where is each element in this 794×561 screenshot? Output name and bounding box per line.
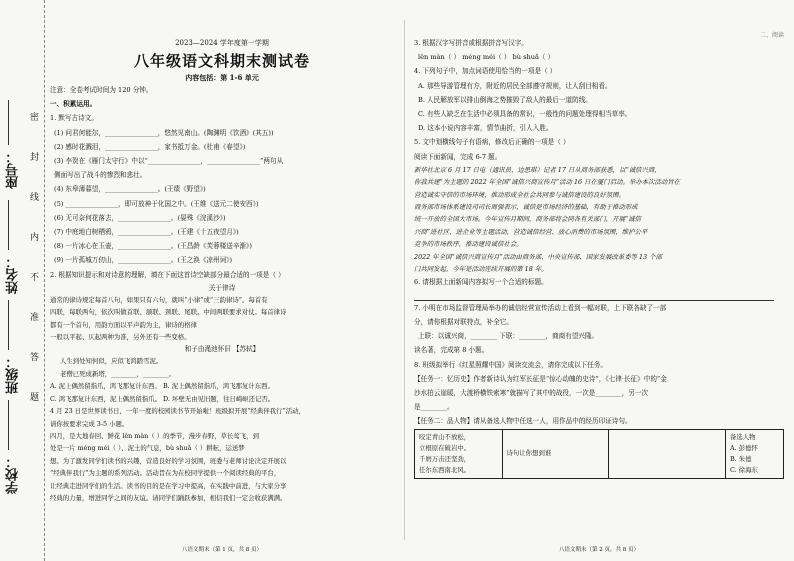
task-2: 【任务二：品人物】请从备选人物中任选一人，用作品中的经历印证诗句。 [414,417,632,426]
exam-title: 八年级语文科期末测试卷 [133,52,310,70]
poem-title: 和子由渑池怀旧 【苏轼】 [184,345,260,354]
fill-line[interactable]: (2) 感时花溅泪，________________，家书抵万金。(杜甫《春望》) [54,142,246,151]
option-line[interactable]: C. 鸿飞那复计东西，泥上偶然留指爪。 D. 坏壁无由见旧题，往日崎岖还记否。 [50,394,275,403]
option-line[interactable]: A. 那些导游管理有方，附近的居民全部遵守规则，让人刮目相看。 [418,81,612,90]
news-line: 你我共建”为主题的 2022 年全国“诚信兴商宣传月”活动 16 日在厦门启动。举办本次活动旨在 [414,178,680,187]
article-line: 处是一片 méng méi（ ）、泥土的气息，bù shuǎ（ ）耕耘，运送梦 [50,444,245,453]
news-line: 门共同发起，今年是活动连续开展的第 18 年。 [414,265,548,274]
question-2-subtitle: 关于律诗 [208,283,236,292]
task-1-line[interactable]: 沙水拍云崖暖，大渡桥横铁索寒”就描写了其中的战役，一次是________，另一次 [414,388,649,397]
seal-word: 答 [30,353,40,363]
fill-line[interactable]: (3) 李贺在《雁门太守行》中以“________________，________________”两句从 [54,157,284,166]
fill-line[interactable]: (8) 一片冰心在玉壶，________________。(王昌龄《芙蓉楼送辛渐》) [54,242,252,251]
question-2: 2. 根据知识提示和对诗意的理解，填在下面这首诗空缺部分最合适的一项是（ ） [50,270,285,279]
candidate-option[interactable]: B. 朱德 [729,454,752,463]
pinyin-line[interactable]: lěn màn（ ） méng méi（ ） bù shuǎ（ ） [418,53,555,62]
news-line: 竞争的市场秩序，推动建设诚信社会。 [414,240,523,249]
class-label: 班级： [6,355,21,394]
seal-word: 准 [30,313,40,323]
poem-line: 任尔东西南北风。 [419,465,471,474]
question-7-cont: 分，请你根据对联特点，补全它。 [414,317,513,326]
seal-word: 密 [30,113,40,123]
candidates-cell [725,429,783,478]
seal-word: 线 [30,193,40,203]
candidates-title: 备选人物 [729,432,756,441]
poem-line: 千磨万击还坚劲， [419,454,471,463]
seal-word: 内 [30,233,40,243]
name-underline [8,200,9,250]
question-4: 4. 下列句子中，加点词语使用恰当的一项是（ ） [414,67,557,76]
name-label: 姓名： [6,255,21,294]
section-heading: 一、积累运用。 [50,100,97,109]
fill-line[interactable]: (6) 无可奈何花落去，________________。(晏殊《浣溪沙》) [54,213,226,222]
fill-line[interactable]: (4) 东皋薄暮望，________________。(王绩《野望》) [54,185,206,194]
article-line: 四联，每联两句，依次叫做首联、颔联、颈联、尾联。中间两联要求对仗。每首律诗 [50,308,287,317]
reading-intro: 读名著，完成第 8 小题。 [414,346,489,355]
fill-line[interactable]: (5) ________________，即可放神于化国之中。(王维《送元二使安西》) [54,199,259,208]
news-line: 新华社北京 6 月 17 日电（通讯员、边思琪）记者 17 日从商务部获悉，以“诚信兴商， [414,165,661,174]
seat-label: 座号： [6,150,21,189]
answer-line[interactable] [414,290,774,301]
article-line: 四月，是大地春回、鲜花 lěn màn（ ）的季节，漫步春野，草长莺飞，到 [50,431,259,440]
exam-scope: 内容包括：第 1-6 单元 [185,73,259,82]
blank-cell[interactable] [609,429,726,478]
news-line: 商务部市场体系建设司司长周强表示，诚信是市场经济的基础，有助于推动形成 [414,203,638,212]
school-label: 学校： [6,455,21,494]
activity-intro: 请你按要求完成 3-5 小题。 [50,419,129,428]
question-1: 1. 默写古诗文。 [50,114,98,123]
question-8: 8. 班级拟举行《红星照耀中国》阅读交流会，请你完成以下任务。 [414,360,608,369]
answer-cell[interactable] [502,429,609,478]
option-line[interactable]: D. 这本小说内容丰富，情节曲折，引人入胜。 [418,124,553,133]
page-footer: 八语文期末（第 1 页，共 8 页） [182,547,262,553]
question-5: 5. 文中划横线句子有语病，修改后正确的一项是（ ） [414,138,570,147]
answer-cell-label: 诗句让你想到谁 [506,449,552,458]
question-3: 3. 根据汉字写拼音或根据拼音写汉字。 [414,39,528,47]
left-page [50,0,394,561]
option-line[interactable]: B. 人民解放军以排山倒海之势摧毁了敌人的最后一道防线。 [418,95,592,104]
fill-line[interactable]: (7) 中庭地白树栖鸦，________________。(王建《十五夜望月》) [54,228,239,237]
option-line[interactable]: A. 泥上偶然留指爪，鸿飞那复计东西。 B. 泥上偶然留指爪，鸿飞那复计东西。 [50,382,274,391]
poem-cell [415,429,503,478]
question-7: 7. 小明在市场监督管理局举办的诚信经营宣传活动上看到一幅对联，上下联各缺了一部 [414,303,667,312]
task-1: 【任务一：忆历史】作者新诗认为红军长征是“惊心动魄的史诗”，《七律·长征》中的“金 [414,374,667,383]
news-line: 2022 年全国“诚信兴商宣传月”活动由商务部、中央宣传部、国家发展改革委等 13 个部 [414,252,662,261]
seal-word: 封 [30,153,40,163]
poem-line: 咬定青山不放松， [419,432,471,441]
fill-line[interactable]: (1) 问君何能尔，________________，悠然见南山。(陶渊明《饮酒》(其五)) [54,128,274,137]
poem-line: 立根原在破岩中。 [419,443,471,452]
character-table [414,429,784,479]
binding-strip [0,0,45,561]
poem-line: 人生到处知何似，应似飞鸿踏雪泥。 [60,357,163,366]
article-line: 都有一个首句，用韵方面以平声韵为主，律诗的格律 [50,320,197,329]
article-line: 经典的力量，增进同学之间的友谊。请同学们踊跃参加，相信我们一定会收获满满。 [50,493,287,502]
article-line: 让经典走进同学们的生活。读书的目的是在学习中提高，在实践中前进，与大家分享 [50,481,287,490]
news-line: 统一开放的全国大市场。今年宣传月期间，商务部将会同各有关部门，开展“诚信 [414,215,641,224]
corner-label: 二、阅读 [759,32,784,39]
candidate-option[interactable]: A. 彭德怀 [729,443,758,452]
school-underline [8,400,9,450]
news-line: 营造诚实守信的市场环境，推动形成全社会共同参与诚信建设的良好氛围。 [414,190,625,199]
activity-intro: 4 月 23 日是世界读书日，一年一度的校园读书节开始啦！班级拟开展“经典伴我行”活动， [50,407,305,416]
fill-line[interactable]: (9) 一片孤城万仞山，________________。(王之涣《凉州词》) [54,256,233,265]
article-line: 想。为了激发同学们读书的兴趣，营造良好的学习氛围，班委与老师讨论决定开展以 [50,456,287,465]
class-underline [8,300,9,350]
article-line: 通常的律诗规定每首八句，如果只有六句，就叫“小律”或“三韵律诗”。每首有 [50,295,268,304]
question-6: 6. 请根据上面新闻内容拟写一个合适的标题。 [414,278,548,287]
article-line: 一般以平起、仄起两种为准，另外还有一些变格。 [50,333,191,342]
notice: 注意：全卷考试时间为 120 分钟。 [50,86,153,94]
news-line: 兴商”进社区、进企业等主题活动，营造诚信经营、放心消费的市场氛围，维护公平 [414,227,648,236]
page-divider [404,20,405,540]
article-line: “经典伴我行”为主题的系列活动。活动旨在为在校同学提供一个阅读经典的平台， [50,469,281,478]
candidate-option[interactable]: C. 徐海东 [729,465,758,474]
seal-word: 题 [30,393,40,403]
right-page [414,0,784,561]
fill-line: 侧面写出了战斗的惨烈和悲壮。 [54,171,147,180]
school-year: 2023—2024 学年度第一学期 [175,39,269,47]
task-1-line[interactable]: 是________。 [414,403,454,412]
passage-intro: 阅读下面新闻，完成 6-7 题。 [414,152,502,161]
seal-word: 不 [30,273,40,283]
poem-line: 老僧已死成新塔，________，________。 [60,369,176,378]
page-footer: 八语文期末（第 2 页，共 8 页） [559,547,639,553]
option-line[interactable]: C. 有些人缺乏在生活中必须具备的常识，一般性的问题处理得相当草率。 [418,110,632,119]
seat-underline [8,100,9,145]
couplet-line[interactable]: 上联：以诚兴商，________ 下联：________，商商有望兴隆。 [418,332,599,341]
